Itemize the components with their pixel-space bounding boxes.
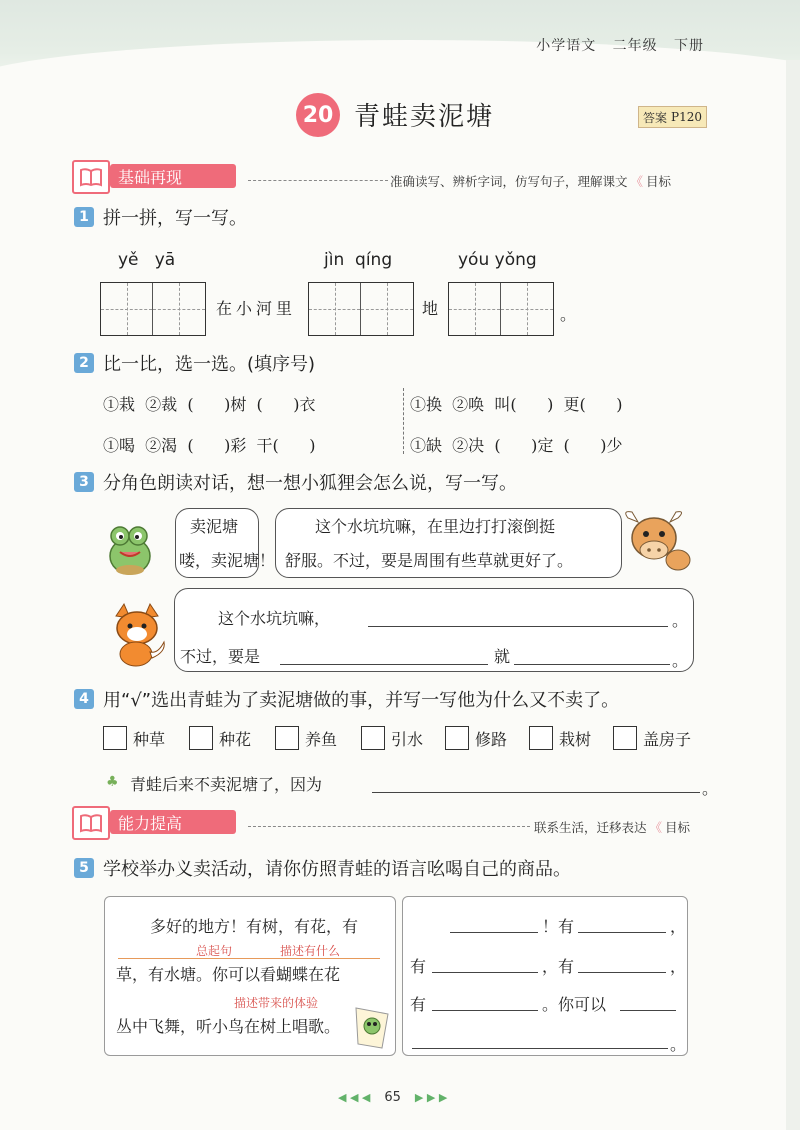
book-icon bbox=[72, 160, 110, 194]
answer-blank[interactable] bbox=[432, 950, 538, 973]
goal-tag: 目标 bbox=[646, 174, 672, 189]
fill-text: 。你可以 bbox=[542, 995, 607, 1014]
frog-line: 喽，卖泥塘！ bbox=[179, 551, 276, 570]
lesson-title: 青蛙卖泥塘 bbox=[354, 102, 495, 132]
checkbox-options bbox=[103, 726, 709, 750]
question-number: 2 bbox=[74, 353, 94, 373]
answer-blank[interactable] bbox=[578, 910, 666, 933]
goal-text: 联系生活，迁移表达 bbox=[534, 820, 647, 835]
fill-text: 有 bbox=[410, 995, 427, 1014]
example-line: 丛中飞舞，听小鸟在树上唱歌。 bbox=[116, 1017, 341, 1036]
annotation-underline bbox=[118, 958, 380, 959]
page-number: 65 bbox=[384, 1090, 401, 1105]
checkbox[interactable] bbox=[361, 726, 385, 750]
option-item[interactable] bbox=[103, 726, 189, 750]
option-item[interactable] bbox=[613, 726, 709, 750]
goal-bracket-icon: 《 bbox=[649, 820, 663, 835]
answer-reference[interactable] bbox=[638, 106, 707, 128]
goal-tag: 目标 bbox=[665, 820, 691, 835]
goal-text: 准确读写、辨析字词，仿写句子，理解课文 bbox=[390, 174, 628, 189]
option-item[interactable] bbox=[529, 726, 613, 750]
fox-illustration bbox=[104, 602, 170, 672]
page-edge bbox=[786, 60, 800, 1130]
next-arrows-icon: ▶ ▶ ▶ bbox=[414, 1091, 448, 1104]
cow-line: 这个水坑坑嘛，在里边打打滚倒挺 bbox=[315, 517, 556, 536]
answer-blank[interactable] bbox=[372, 770, 700, 793]
sentence-text: 地 bbox=[422, 299, 439, 318]
annotation-note: 总起句 bbox=[196, 944, 233, 958]
fill-text: 有 bbox=[410, 957, 427, 976]
answer-blank[interactable] bbox=[432, 988, 538, 1011]
fill-text: ， bbox=[670, 957, 687, 976]
option-label: 养鱼 bbox=[305, 729, 338, 749]
frog-line: 卖泥塘 bbox=[190, 517, 239, 536]
checkbox[interactable] bbox=[445, 726, 469, 750]
goal-bracket-icon: 《 bbox=[630, 174, 644, 189]
option-label: 盖房子 bbox=[643, 729, 692, 749]
book-grade: 二年级 bbox=[612, 38, 658, 54]
column-divider bbox=[403, 388, 404, 454]
fill-text: 。 bbox=[670, 1035, 687, 1054]
lesson-number-badge: 20 bbox=[296, 93, 340, 137]
example-line: 草，有水塘。你可以看蝴蝶在花 bbox=[116, 965, 341, 984]
writing-grid[interactable] bbox=[448, 282, 554, 336]
choice-row: ①栽 ②裁 ( )树 ( )衣 bbox=[103, 395, 316, 414]
checkbox[interactable] bbox=[275, 726, 299, 750]
section-goal-advanced bbox=[534, 818, 690, 836]
answer-blank[interactable] bbox=[514, 642, 670, 665]
annotation-note: 描述有什么 bbox=[280, 944, 341, 958]
question-number: 5 bbox=[74, 858, 94, 878]
book-header bbox=[536, 35, 704, 55]
sentence-text: 青蛙后来不卖泥塘了，因为 bbox=[130, 775, 323, 794]
answer-label: 答案 bbox=[643, 110, 668, 125]
frog-corner-illustration bbox=[352, 1004, 392, 1054]
writing-grid[interactable] bbox=[100, 282, 206, 336]
punctuation: 。 bbox=[672, 611, 689, 630]
pinyin: yě yā bbox=[118, 250, 176, 270]
checkbox[interactable] bbox=[189, 726, 213, 750]
answer-blank[interactable] bbox=[412, 1026, 668, 1049]
fox-line: 不过，要是 bbox=[180, 647, 261, 666]
writing-grid[interactable] bbox=[308, 282, 414, 336]
section-banner-basic bbox=[110, 164, 236, 188]
choice-row: ①换 ②唤 叫( ) 更( ) bbox=[410, 395, 623, 414]
option-item[interactable] bbox=[361, 726, 445, 750]
question-number: 3 bbox=[74, 472, 94, 492]
option-label: 栽树 bbox=[559, 729, 592, 749]
choice-row: ①喝 ②渴 ( )彩 干( ) bbox=[103, 436, 316, 455]
answer-blank[interactable] bbox=[450, 910, 538, 933]
question-prompt: 学校举办义卖活动，请你仿照青蛙的语言吆喝自己的商品。 bbox=[103, 859, 571, 880]
section-banner-advanced bbox=[110, 810, 236, 834]
checkbox[interactable] bbox=[529, 726, 553, 750]
punctuation: 。 bbox=[702, 779, 719, 798]
question-prompt: 拼一拼，写一写。 bbox=[103, 208, 247, 229]
checkbox[interactable] bbox=[103, 726, 127, 750]
sentence-text: 在小河里 bbox=[216, 299, 297, 318]
prev-arrows-icon: ◀ ◀ ◀ bbox=[338, 1091, 371, 1104]
section-title-basic: 基础再现 bbox=[118, 167, 183, 187]
pinyin: yóu yǒng bbox=[458, 250, 537, 270]
question-number: 1 bbox=[74, 207, 94, 227]
frog-bullet-icon: ♣ bbox=[106, 774, 119, 790]
question-prompt: 比一比，选一选。(填序号) bbox=[103, 354, 316, 375]
fill-text: ，有 bbox=[542, 957, 575, 976]
fox-line: 这个水坑坑嘛， bbox=[218, 609, 331, 628]
answer-blank[interactable] bbox=[578, 950, 666, 973]
section-title-advanced: 能力提高 bbox=[118, 813, 183, 833]
answer-blank[interactable] bbox=[368, 604, 668, 627]
example-line: 多好的地方！有树，有花，有 bbox=[150, 917, 359, 936]
divider bbox=[248, 180, 388, 181]
checkbox[interactable] bbox=[613, 726, 637, 750]
option-item[interactable] bbox=[445, 726, 529, 750]
fill-text: ， bbox=[670, 917, 687, 936]
book-icon bbox=[72, 806, 110, 840]
question-number: 4 bbox=[74, 689, 94, 709]
answer-blank[interactable] bbox=[620, 988, 676, 1011]
sentence-end: 。 bbox=[560, 305, 577, 324]
annotation-note: 描述带来的体验 bbox=[234, 996, 319, 1010]
cow-line: 舒服。不过，要是周围有些草就更好了。 bbox=[285, 551, 574, 570]
cow-illustration bbox=[620, 508, 692, 578]
book-volume: 下册 bbox=[674, 38, 704, 54]
fill-text: ！有 bbox=[542, 917, 575, 936]
book-subject: 小学语文 bbox=[536, 38, 597, 54]
question-prompt: 分角色朗读对话，想一想小狐狸会怎么说，写一写。 bbox=[103, 473, 517, 494]
page-footer bbox=[338, 1090, 447, 1105]
fox-line: 就 bbox=[494, 647, 511, 666]
choice-row: ①缺 ②决 ( )定 ( )少 bbox=[410, 436, 623, 455]
option-item[interactable] bbox=[275, 726, 361, 750]
answer-page: P120 bbox=[671, 110, 702, 124]
option-label: 引水 bbox=[391, 729, 424, 749]
option-item[interactable] bbox=[189, 726, 275, 750]
pinyin: jìn qíng bbox=[324, 250, 393, 270]
divider bbox=[248, 826, 530, 827]
section-goal-basic bbox=[390, 172, 671, 190]
question-prompt: 用“√”选出青蛙为了卖泥塘做的事，并写一写他为什么又不卖了。 bbox=[103, 690, 620, 711]
option-label: 修路 bbox=[475, 729, 508, 749]
punctuation: 。 bbox=[672, 651, 689, 670]
option-label: 种花 bbox=[219, 729, 252, 749]
answer-blank[interactable] bbox=[280, 642, 488, 665]
frog-illustration bbox=[104, 518, 156, 582]
option-label: 种草 bbox=[133, 729, 166, 749]
